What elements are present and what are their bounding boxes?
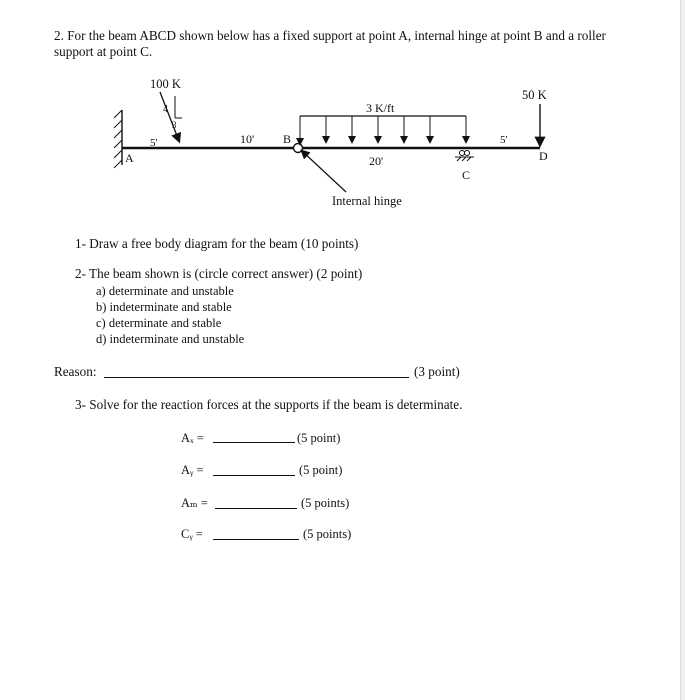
label-C: C	[462, 168, 471, 182]
page-edge	[680, 0, 685, 700]
option-b[interactable]: b) indeterminate and stable	[96, 300, 232, 314]
load-100k-label: 100 K	[150, 77, 181, 91]
answer-am-points: (5 points)	[301, 496, 350, 510]
dim-5ft-right: 5'	[500, 134, 508, 146]
roller-support-C	[455, 151, 474, 162]
slope-3-label: 3	[172, 120, 177, 130]
answer-cy-points: (5 points)	[303, 527, 352, 541]
load-100k-arrow	[160, 92, 182, 141]
answer-ay-blank[interactable]	[213, 475, 295, 476]
option-a[interactable]: a) determinate and unstable	[96, 284, 234, 298]
answer-am-label: Aₘ =	[181, 496, 208, 510]
problem-line-1: 2. For the beam ABCD shown below has a fixed support at point A, internal hinge at point B and a roller	[54, 28, 606, 43]
load-50k-label: 50 K	[522, 88, 547, 102]
answer-ax-label: Aₓ =	[181, 431, 204, 445]
label-B: B	[283, 132, 292, 146]
hinge-B	[294, 144, 303, 153]
answer-cy-blank[interactable]	[213, 539, 299, 540]
problem-line-2: support at point C.	[54, 44, 153, 59]
beam-diagram	[0, 70, 600, 220]
answer-cy-label: Cᵧ =	[181, 527, 203, 541]
answer-ay-points: (5 point)	[299, 463, 343, 477]
option-d[interactable]: d) indeterminate and unstable	[96, 332, 245, 346]
option-c[interactable]: c) determinate and stable	[96, 316, 222, 330]
dim-5ft-left: 5'	[150, 137, 158, 149]
answer-am-blank[interactable]	[215, 508, 297, 509]
answer-ay-label: Aᵧ =	[181, 463, 204, 477]
question-3-stem: 3- Solve for the reaction forces at the supports if the beam is determinate.	[75, 397, 463, 412]
dist-load-label: 3 K/ft	[366, 101, 395, 115]
reason-label: Reason:	[54, 364, 97, 379]
answer-ax-blank[interactable]	[213, 442, 295, 443]
dim-20ft: 20'	[369, 154, 384, 168]
question-2-stem: 2- The beam shown is (circle correct answer) (2 point)	[75, 266, 363, 281]
reason-points: (3 point)	[414, 364, 460, 379]
hinge-callout-line	[302, 151, 346, 192]
label-A: A	[125, 151, 134, 165]
label-D: D	[539, 149, 548, 163]
reason-blank[interactable]	[104, 377, 409, 378]
slope-4-label: 4	[163, 104, 168, 115]
distributed-load	[300, 116, 466, 144]
fixed-support-A	[114, 110, 122, 168]
question-1: 1- Draw a free body diagram for the beam (10 points)	[75, 236, 359, 251]
hinge-callout-label: Internal hinge	[332, 194, 402, 208]
dim-10ft: 10'	[240, 132, 255, 146]
answer-ax-points: (5 point)	[297, 431, 341, 445]
